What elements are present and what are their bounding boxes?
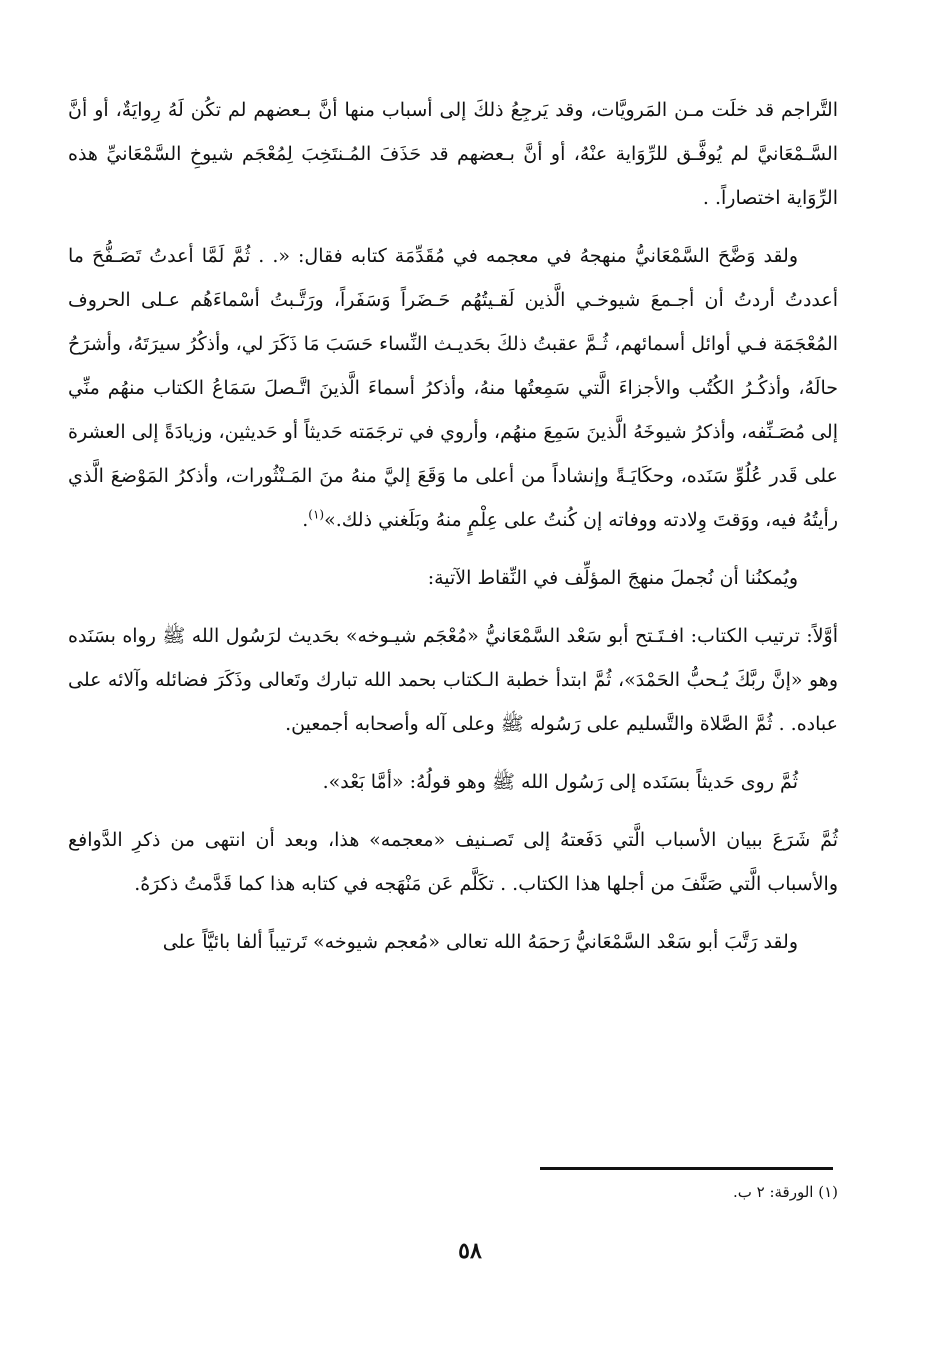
paragraph-translations-note: [68, 88, 838, 220]
paragraph-text: ثُمَّ روى حَديثاً بسَنَده إلى رَسُول الله ﷺ وهو قولُهُ: «أمَّا بَعْد».: [322, 771, 798, 793]
footnote-divider: [540, 1167, 833, 1170]
paragraph-summary-intro: [68, 556, 838, 600]
paragraph-ordering: [68, 920, 838, 964]
paragraph-reasons: [68, 818, 838, 906]
page-number: ٥٨: [458, 1238, 482, 1264]
paragraph-text: ولقد رَتَّبَ أبو سَعْد السَّمْعَانيُّ رَحمَهُ الله تعالى «مُعجم شيوخه» تَرتيباً ألفا بائيَّاً على: [162, 931, 798, 953]
paragraph-text: ويُمكنُنا أن نُجملَ منهجَ المؤلِّف في النِّقاط الآتية:: [427, 567, 798, 589]
paragraph-hadith-narration: [68, 760, 838, 804]
paragraph-text: ولقد وَضَّحَ السَّمْعَانيُّ منهجهُ في معجمه في مُقَدِّمَة كتابه فقال: «. . ثُمَّ لَمَّا أعدتُ تَصَـفُّحَ ما أعددتُ أردتُ أن أجـمعَ شيوخـي الَّذين لَقـيتُهُم حَـضَراً وَسَفَراً، ورَتَّـبتُ أسْماءَهُم عـلى الحروف المُعْجَمَة فـي أوائل أسمائهم، ثُـمَّ عقبتُ ذلكَ بحَديـث النِّساء حَسَبَ مَا ذَكَرَ لي، وأذكُرُ سيرَتَهُ، وأشرَحُ حالَهُ، وأذكُـرُ الكُتُب والأجزاءَ الَّتي سَمِعتُها منهُ، وأذكرُ أسماءَ الَّذينَ اتَّـصلَ سَمَاعُ الكتاب منهُم منِّي إلى مُصَـنِّفه، وأذكرُ شيوخَهُ الَّذينَ سَمِعَ منهُم، وأروي في ترجَمَته حَديثاً أو حَديثين، وزيادَةً إلى العشرة على قَدر عُلُوِّ سَنَده، وحكَايَـةً وإنشاداً من أعلى ما وَقَعَ إليَّ منهُ منَ المَـنْثُورات، وأذكرُ المَوْضعَ الَّذي رأيتُهُ فيه، ووَقتَ وِلادته ووفاته إن كُنتُ على عِلْمٍ منهُ وبَلَغني ذلك.»: [68, 245, 838, 531]
main-text: [68, 88, 838, 964]
paragraph-first-point: [68, 614, 838, 746]
paragraph-tail: .: [302, 509, 309, 531]
paragraph-methodology-quote: [68, 234, 838, 542]
footnote-reference[interactable]: (١): [308, 507, 325, 522]
paragraph-text: ثُمَّ شَرَعَ ببيان الأسباب الَّتي دَفَعتهُ إلى تَصـنيف «معجمه» هذا، وبعد أن انتهى من ذكرِ الدَّوافع والأسباب الَّتي صَنَّفَ من أجلها هذا الكتاب. . تكَلَّم عَن مَنْهَجه في كتابه هذا كما قَدَّمتُ ذكرَهُ.: [68, 829, 838, 895]
paragraph-text: التَّراجم قد خلَت مـن المَرويَّات، وقد يَرجِعُ ذلكَ إلى أسباب منها أنَّ بـعضهم لم تكُن لَهُ رِوايَةٌ، أو أنَّ السَّـمْعَانيَّ لم يُوفَّـق للرِّوَاية عنْهُ، أو أنَّ بـعضهم قد حَذَفَ المُـنتَخِبَ لِمُعْجَم شيوخِ السَّمْعَانيِّ هذه الرِّوَاية اختصاراً. .: [68, 99, 838, 209]
paragraph-text: أوَّلاً: ترتيب الكتاب: افـتَـتح أبو سَعْد السَّمْعَانيُّ «مُعْجَم شيـوخه» بحَديث لرَسُول الله ﷺ رواه بسَنَده وهو «إنَّ ربَّكَ يُـحبُّ الحَمْدَ»، ثُمَّ ابتدأ خطبة الـكتاب بحمد الله تبارك وتَعالى وذَكَرَ فضائله وآلائه على عباده. . ثُمَّ الصَّلاة والتَّسليم على رَسُوله ﷺ وعلى آله وأصحابه أجمعين.: [68, 625, 838, 735]
footnote: (١) الورقة: ٢ ب.: [732, 1183, 838, 1201]
